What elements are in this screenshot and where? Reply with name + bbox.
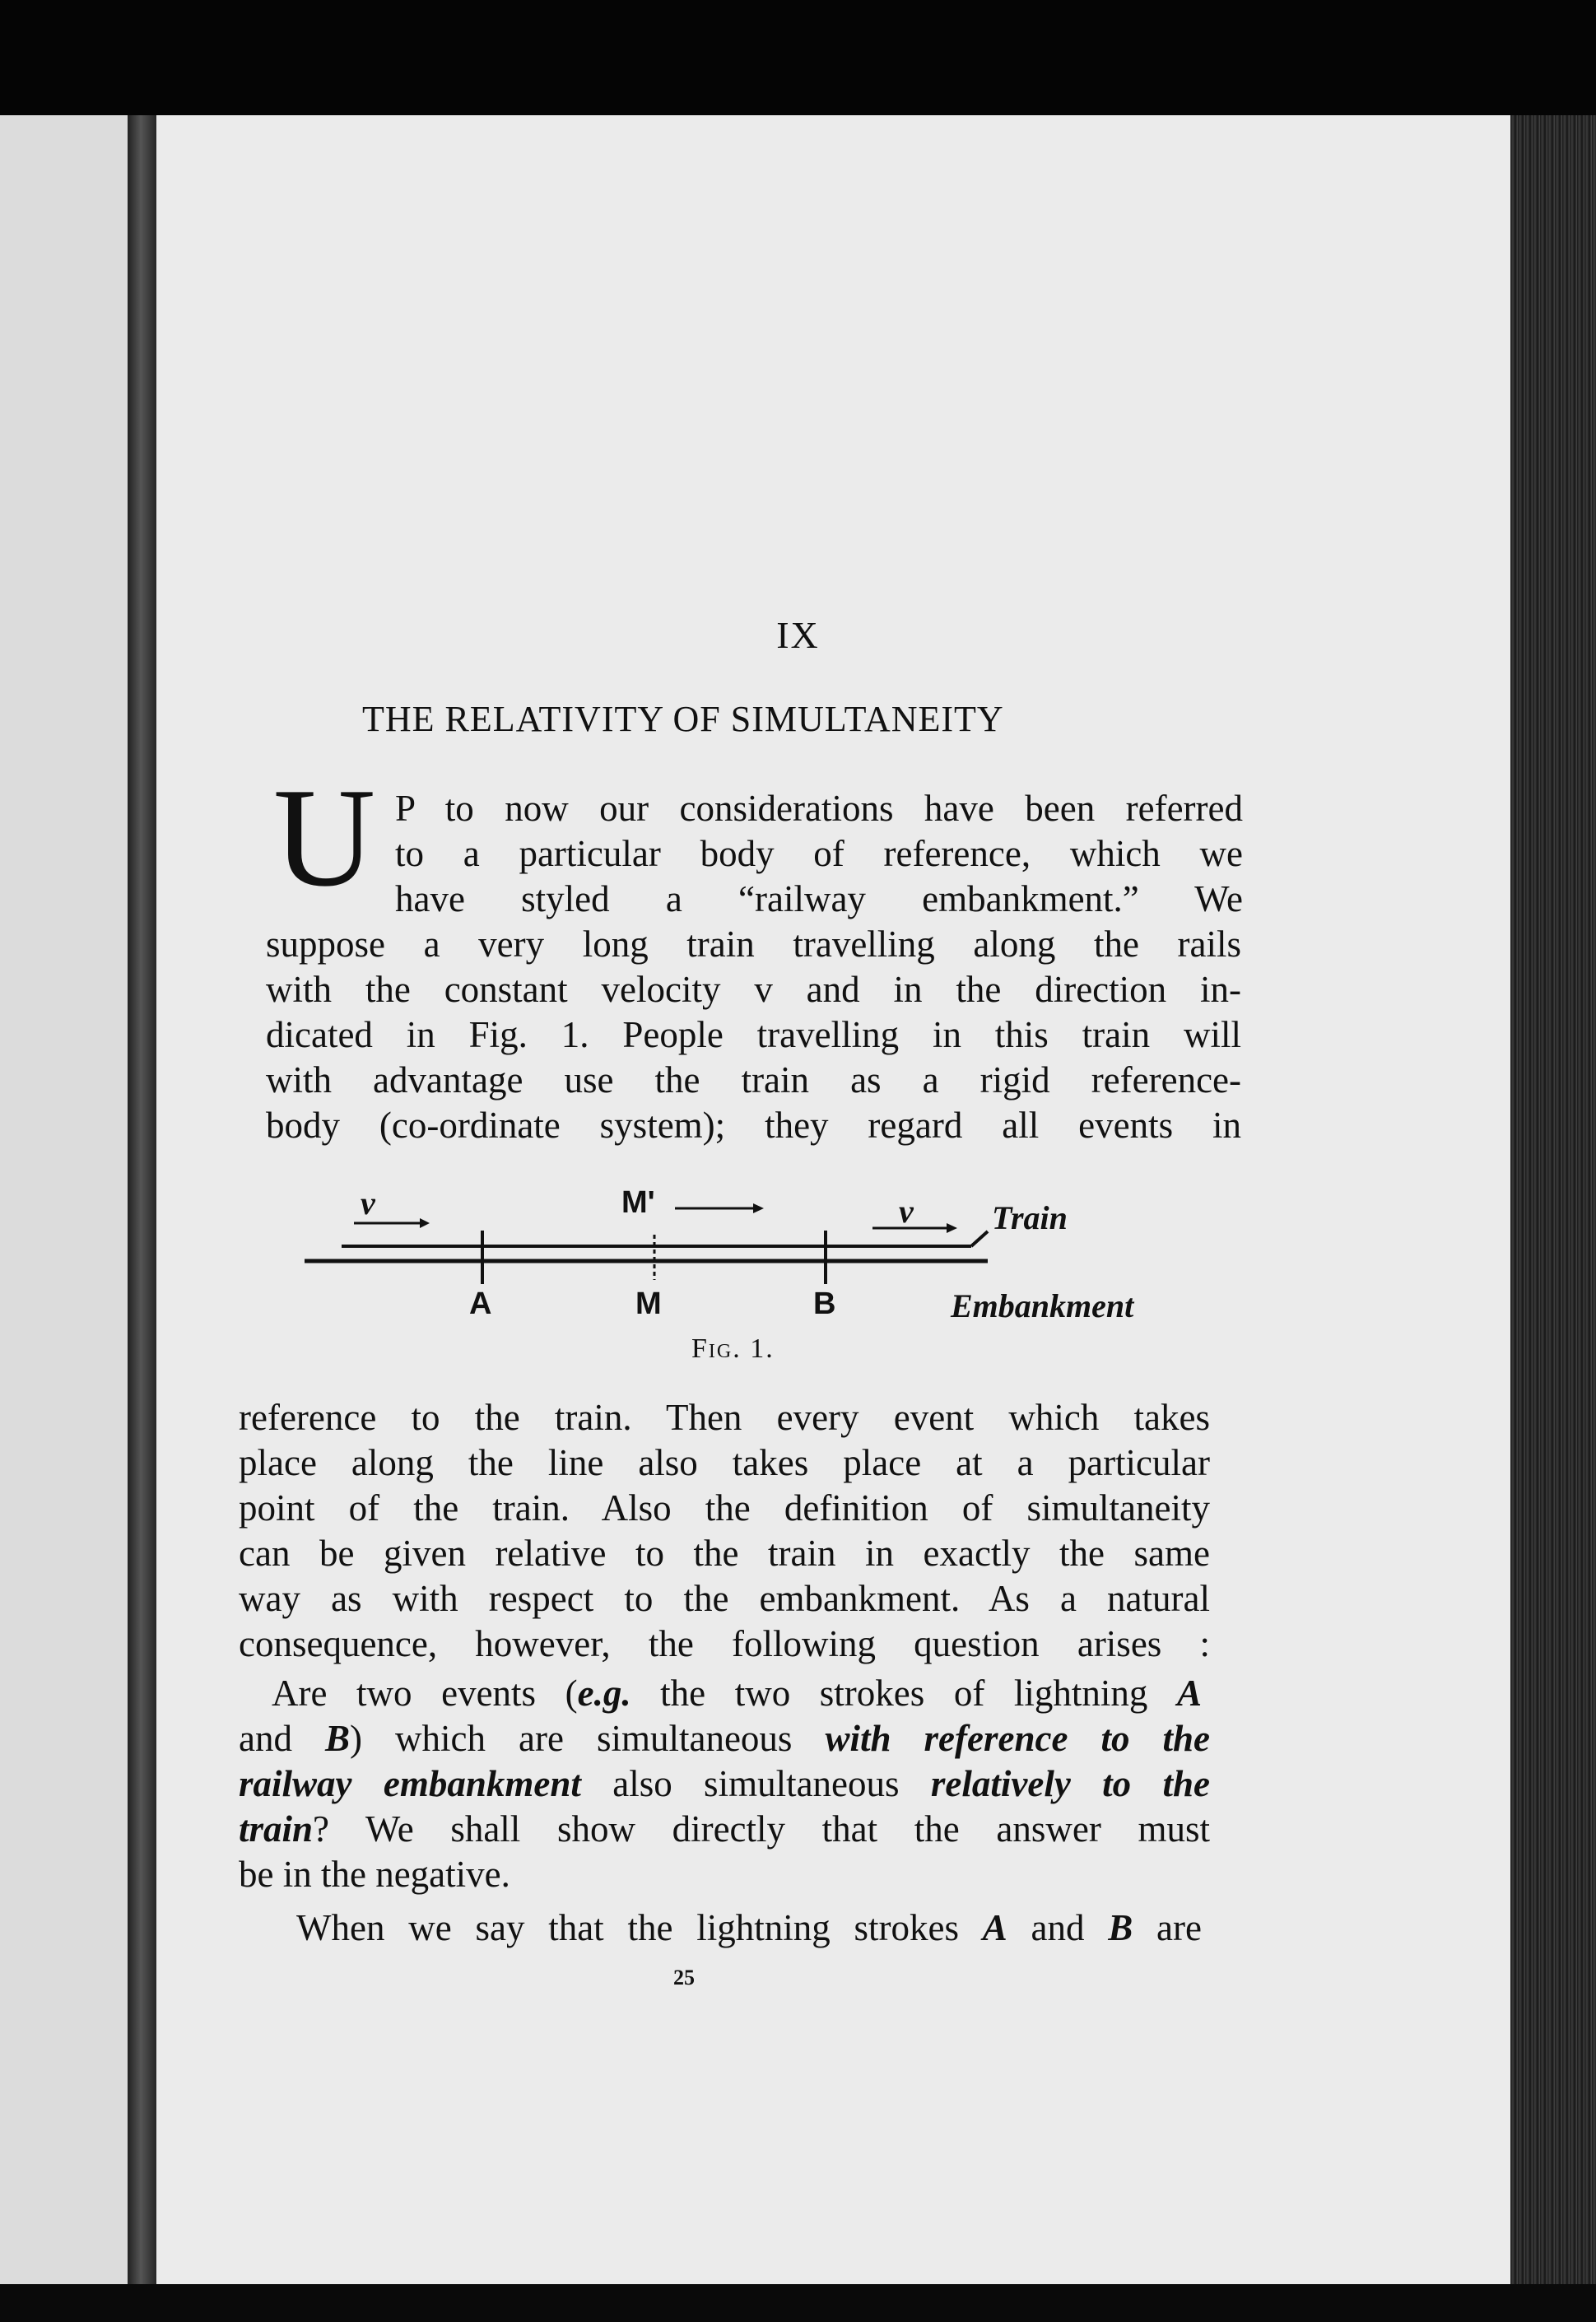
text-run-italic: railway embankment [239, 1763, 581, 1804]
text-run-italic: A [982, 1907, 1007, 1948]
paragraph-line: consequence, however, the following question arises : [239, 1623, 1210, 1664]
label-a: A [469, 1287, 492, 1321]
text-run: and [1007, 1907, 1109, 1948]
paragraph-line: reference to the train. Then every event which takes [239, 1397, 1210, 1438]
label-embankment: Embankment [951, 1287, 1134, 1324]
paragraph-line: way as with respect to the embankment. As a natural [239, 1578, 1210, 1619]
text-run-italic: with reference to the [825, 1718, 1210, 1759]
text-run: the two strokes of lightning [630, 1673, 1177, 1714]
paragraph-line [239, 1808, 1210, 1850]
paragraph-line: body (co-ordinate system); they regard all events in [266, 1105, 1241, 1146]
text-run: and [239, 1718, 325, 1759]
velocity-line-text: with the constant velocity v and in the direction in- [266, 969, 1241, 1010]
label-v-right: v [899, 1193, 914, 1230]
paragraph-line: can be given relative to the train in exactly the same [239, 1533, 1210, 1574]
paragraph-line: be in the negative. [239, 1854, 510, 1895]
drop-cap: U [273, 760, 376, 916]
figure-train-embankment [296, 1185, 1202, 1350]
label-b: B [813, 1287, 836, 1321]
paragraph-line: dicated in Fig. 1. People travelling in this train will [266, 1014, 1241, 1055]
paragraph-line: P to now our considerations have been referred [395, 788, 1243, 829]
scan-background-top [0, 0, 1596, 123]
paragraph-line [239, 1720, 1210, 1757]
text-run-italic: e.g. [577, 1673, 631, 1714]
paragraph-line: with advantage use the train as a rigid reference- [266, 1059, 1241, 1101]
text-run-italic: relatively to the [930, 1763, 1211, 1804]
paragraph-line [239, 1763, 1211, 1804]
paragraph-line: suppose a very long train travelling along the rails [266, 924, 1241, 965]
paragraph-line: have styled a “railway embankment.” We [395, 878, 1243, 919]
book-spine-gutter [128, 115, 161, 2296]
label-v-left: v [361, 1184, 375, 1221]
text-run: When we say that the lightning strokes [296, 1907, 983, 1948]
text-run: also simultaneous [580, 1763, 931, 1804]
paragraph-line: to a particular body of reference, which we [395, 833, 1243, 874]
text-run: are [1133, 1907, 1202, 1948]
text-run: ) which are simultaneous [350, 1718, 826, 1759]
text-run: Are two events ( [272, 1673, 578, 1714]
label-train: Train [992, 1199, 1068, 1236]
paragraph-line [272, 1675, 1202, 1712]
page-number: 25 [673, 1966, 695, 1989]
page-stack-edge [1510, 115, 1596, 2296]
scan-background-bottom [0, 2284, 1596, 2322]
label-m: M [635, 1287, 662, 1321]
figure-caption: Fig. 1. [691, 1333, 775, 1364]
chapter-title: THE RELATIVITY OF SIMULTANEITY [362, 699, 1004, 739]
text-run-italic: train [239, 1808, 314, 1850]
train-end-stroke [971, 1231, 988, 1246]
text-run-italic: B [325, 1718, 351, 1759]
text-run: ? We shall show directly that the answer must [313, 1808, 1210, 1850]
paragraph-line: point of the train. Also the definition of simultaneity [239, 1487, 1210, 1529]
chapter-number: IX [776, 614, 820, 656]
paragraph-line [296, 1907, 1202, 1948]
label-m-prime: M' [621, 1185, 655, 1220]
paragraph-line: place along the line also takes place at a particular [239, 1442, 1210, 1483]
text-run-italic: B [1108, 1907, 1133, 1948]
paragraph-line [266, 971, 1241, 1008]
text-run-italic: A [1176, 1673, 1202, 1714]
